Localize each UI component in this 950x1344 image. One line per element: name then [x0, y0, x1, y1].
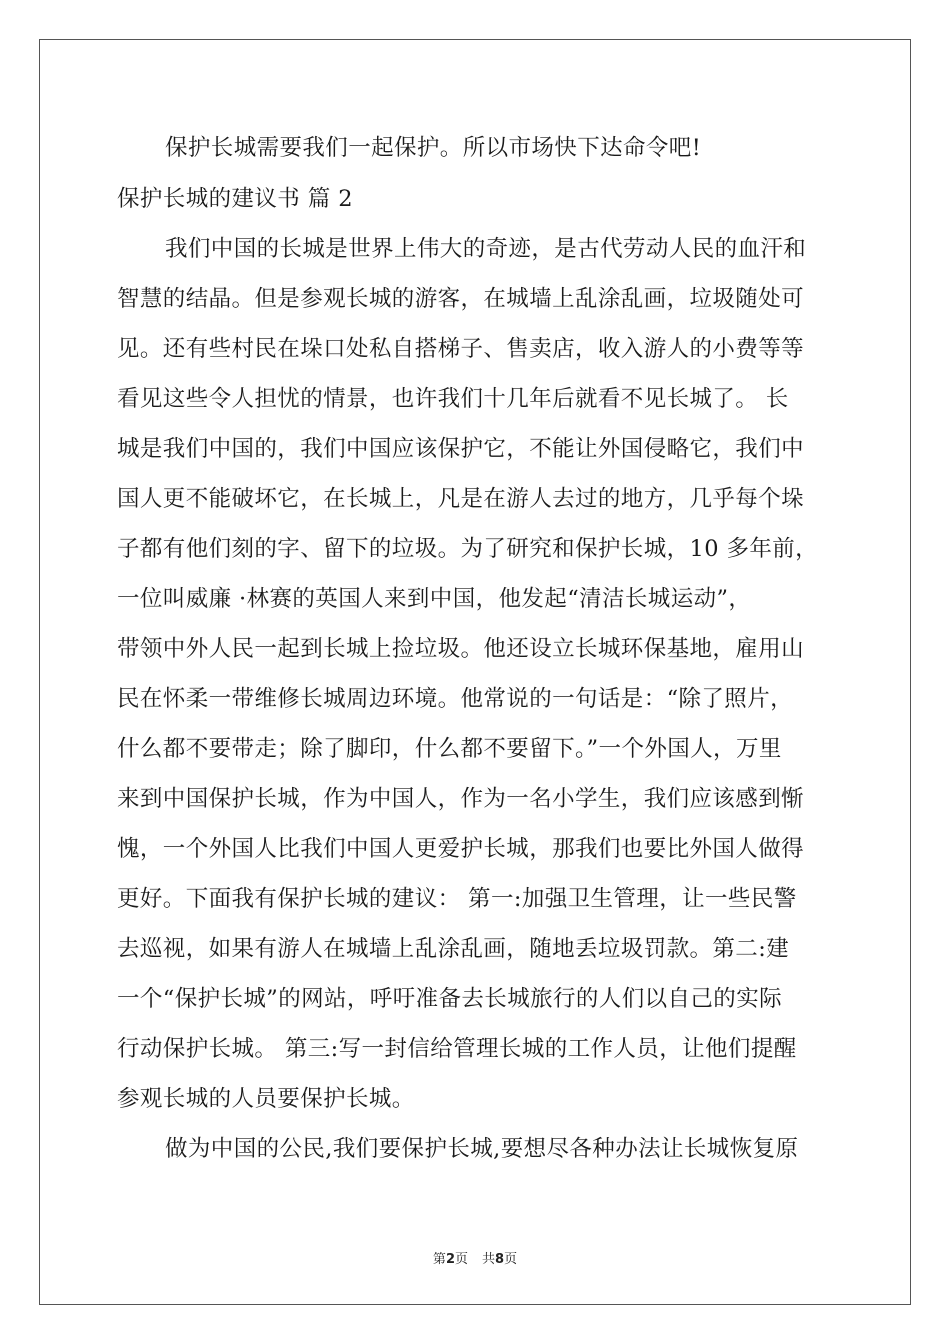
paragraph-line-13: 什么都不要带走；除了脚印，什么都不要留下。”一个外国人，万里 [117, 736, 782, 762]
footer-total-suffix: 页 [504, 1252, 518, 1267]
paragraph-line-20: 参观长城的人员要保护长城。 [117, 1086, 415, 1112]
paragraph-line-9: 子都有他们刻的字、留下的垃圾。为了研究和保护长城，10 多年前， [117, 536, 819, 562]
paragraph-line-15: 愧，一个外国人比我们中国人更爱护长城，那我们也要比外国人做得 [117, 836, 805, 862]
paragraph-line-19: 行动保护长城。 第三:写一封信给管理长城的工作人员，让他们提醒 [117, 1036, 797, 1062]
paragraph-line-18: 一个“保护长城”的网站，呼吁准备去长城旅行的人们以自己的实际 [117, 986, 783, 1012]
page-border [39, 39, 911, 1305]
page-footer [0, 1248, 950, 1267]
paragraph-line-21: 做为中国的公民,我们要保护长城,要想尽各种办法让长城恢复原 [165, 1136, 799, 1162]
section-heading: 保护长城的建议书 篇 2 [117, 186, 353, 212]
paragraph-line-12: 民在怀柔一带维修长城周边环境。他常说的一句话是：“除了照片， [117, 686, 794, 712]
paragraph-line-17: 去巡视，如果有游人在城墙上乱涂乱画，随地丢垃圾罚款。第二:建 [117, 936, 790, 962]
paragraph-line-3: 我们中国的长城是世界上伟大的奇迹，是古代劳动人民的血汗和 [165, 236, 807, 262]
footer-page-suffix: 页 [454, 1252, 468, 1267]
paragraph-line-1: 保护长城需要我们一起保护。所以市场快下达命令吧! [165, 135, 702, 161]
paragraph-line-8: 国人更不能破坏它，在长城上，凡是在游人去过的地方，几乎每个垛 [117, 486, 805, 512]
footer-page-number: 2 [445, 1252, 455, 1267]
paragraph-line-14: 来到中国保护长城，作为中国人，作为一名小学生，我们应该感到惭 [117, 786, 805, 812]
footer-page-prefix: 第 [432, 1252, 446, 1267]
paragraph-line-10: 一位叫威廉 ·林赛的英国人来到中国，他发起“清洁长城运动”， [117, 586, 752, 612]
paragraph-line-6: 看见这些令人担忧的情景，也许我们十几年后就看不见长城了。 长 [117, 386, 789, 412]
paragraph-line-11: 带领中外人民一起到长城上捡垃圾。他还设立长城环保基地，雇用山 [117, 636, 805, 662]
paragraph-line-5: 见。还有些村民在垛口处私自搭梯子、售卖店，收入游人的小费等等 [117, 336, 805, 362]
paragraph-line-16: 更好。下面我有保护长城的建议： 第一:加强卫生管理，让一些民警 [117, 886, 797, 912]
footer-total-pages: 8 [495, 1252, 505, 1267]
paragraph-line-4: 智慧的结晶。但是参观长城的游客，在城墙上乱涂乱画，垃圾随处可 [117, 286, 805, 312]
footer-total-prefix: 共 [482, 1252, 496, 1267]
paragraph-line-7: 城是我们中国的，我们中国应该保护它，不能让外国侵略它，我们中 [117, 436, 805, 462]
